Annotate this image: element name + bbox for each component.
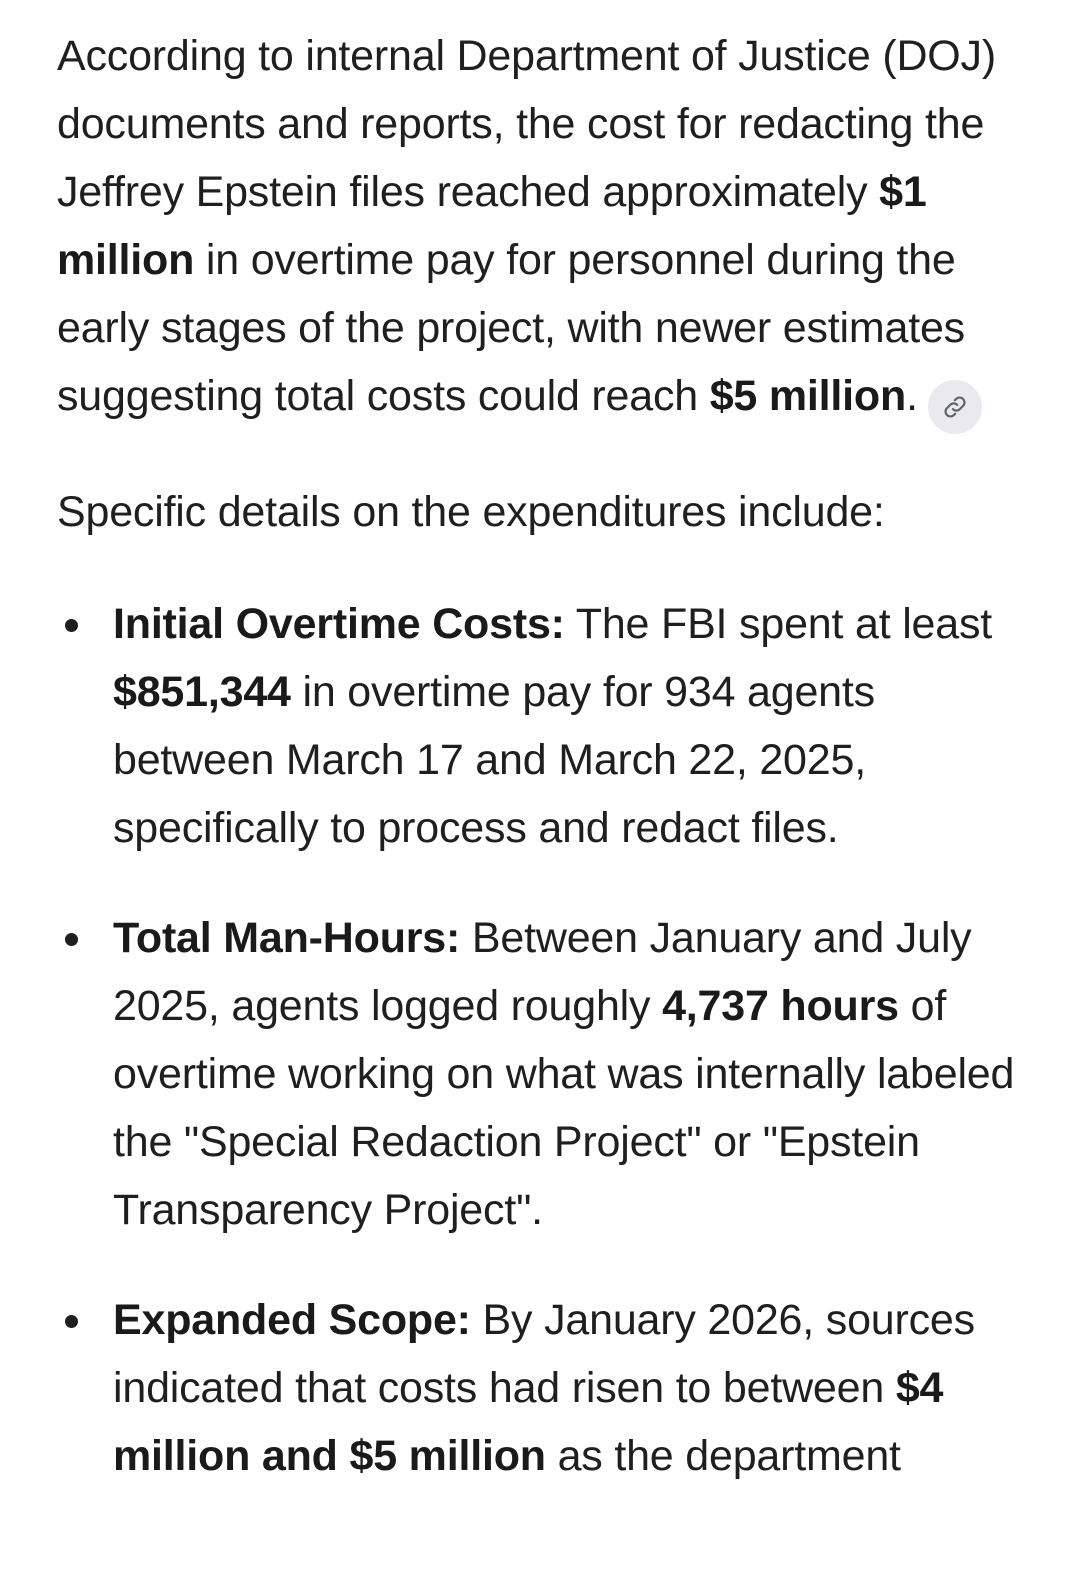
item-label: Initial Overtime Costs:	[113, 600, 565, 648]
intro-bold-1: $1 million	[57, 168, 927, 284]
item-text-2: of overtime working on what was internally labeled the "Special Redaction Project" or "Epstein Transparency Project".	[113, 982, 1015, 1234]
link-icon	[942, 394, 968, 420]
item-text-2: in overtime pay for 934 agents between March 17 and March 22, 2025, specifically to process and redact files.	[113, 668, 875, 852]
list-item	[113, 904, 1017, 1244]
item-label: Total Man-Hours:	[113, 914, 461, 962]
item-bold: $4 million and $5 million	[113, 1364, 944, 1480]
intro-text-1: According to internal Department of Justice (DOJ) documents and reports, the cost for redacting the Jeffrey Epstein files reached approximately	[57, 32, 996, 216]
source-link-button[interactable]	[928, 380, 982, 434]
answer-content	[57, 22, 1017, 1532]
intro-paragraph	[57, 22, 1017, 434]
details-lead: Specific details on the expenditures include:	[57, 488, 885, 536]
list-item	[113, 590, 1017, 862]
intro-text-2: in overtime pay for personnel during the early stages of the project, with newer estimates suggesting total costs could reach	[57, 236, 965, 420]
intro-bold-2: $5 million	[709, 372, 907, 420]
intro-text-3: .	[906, 372, 918, 420]
item-text-1: The FBI spent at least	[564, 600, 993, 648]
item-label: Expanded Scope:	[113, 1296, 471, 1344]
item-text-2: as the department	[545, 1432, 901, 1480]
item-bold: $851,344	[113, 668, 291, 716]
item-text-1: By January 2026, sources indicated that costs had risen to between	[113, 1296, 975, 1412]
list-item	[113, 1286, 1017, 1490]
item-text-1: Between January and July 2025, agents logged roughly	[113, 914, 972, 1030]
item-bold: 4,737 hours	[662, 982, 899, 1030]
details-list	[57, 590, 1017, 1490]
